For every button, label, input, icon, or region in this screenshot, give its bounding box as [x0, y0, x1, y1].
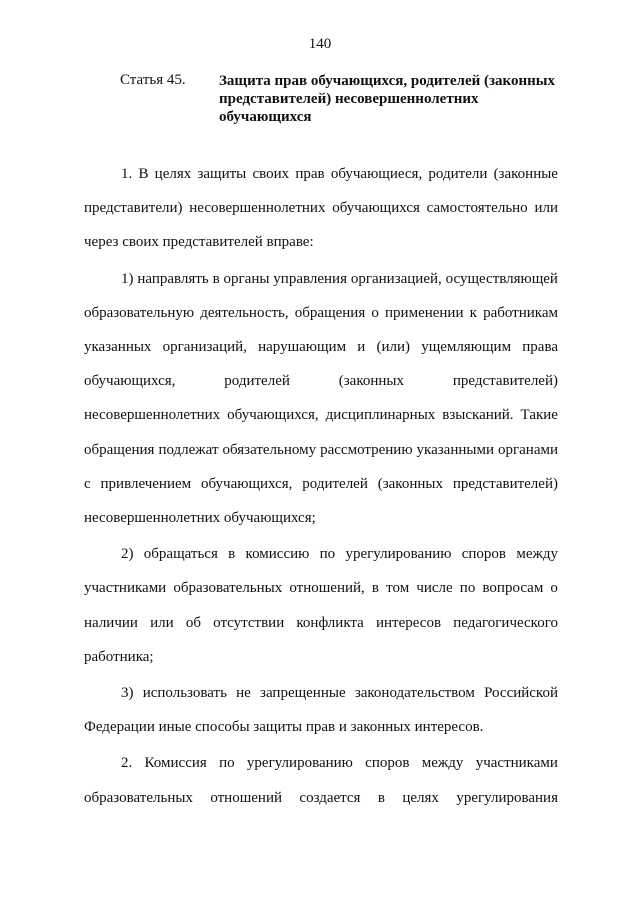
spread-text-line: [84, 781, 558, 815]
word: Такие: [520, 407, 558, 424]
word: образовательных: [173, 580, 283, 597]
word: обращения: [294, 304, 366, 321]
word: к: [469, 304, 477, 321]
text-line: [84, 157, 558, 191]
text-line: [84, 433, 558, 467]
word: (законных: [377, 475, 443, 492]
word: споров: [461, 546, 507, 563]
word: отсутствии: [213, 614, 285, 631]
word: между: [516, 546, 558, 563]
text-line: [84, 467, 558, 501]
word: родителей: [302, 475, 368, 492]
word: об: [185, 614, 201, 631]
word: в: [212, 270, 220, 287]
word: обращения: [84, 441, 155, 458]
word: нарушающим: [258, 339, 347, 356]
word: 3): [121, 685, 134, 702]
text-line: через своих представителей вправе:: [84, 234, 314, 251]
word: подлежат: [158, 441, 219, 458]
word: том: [386, 580, 410, 597]
word: (законные: [493, 166, 558, 182]
word: несовершеннолетних: [189, 200, 326, 217]
word: представителей): [452, 475, 558, 492]
page-number: 140: [308, 36, 332, 52]
word: организаций,: [162, 339, 247, 356]
word: участниками: [475, 755, 558, 772]
word: с: [84, 475, 91, 492]
word: урегулированию: [246, 755, 353, 772]
word: 2): [121, 546, 134, 563]
word: представители): [84, 200, 183, 217]
word: вопросам: [482, 580, 544, 597]
word: по: [459, 580, 476, 597]
word: управления: [273, 270, 347, 287]
word: обучающихся: [332, 200, 420, 217]
word: запрещенные: [260, 685, 346, 702]
word: в: [377, 789, 385, 806]
word: В: [138, 166, 149, 182]
word: привлечением: [100, 475, 192, 492]
text-line: Федерации иные способы защиты прав и законных интересов.: [84, 719, 484, 736]
word: указанными: [416, 441, 494, 458]
article-title-line: представителей) несовершеннолетних: [219, 91, 479, 107]
word: защиты: [197, 166, 247, 182]
word: 1.: [121, 166, 133, 182]
word: отношений: [210, 789, 283, 806]
spread-text-line: [84, 364, 558, 398]
text-line: [84, 262, 558, 296]
word: прав: [295, 166, 325, 182]
word: о: [371, 304, 379, 321]
text-line: [84, 296, 558, 330]
word: споров: [365, 755, 410, 772]
word: не: [236, 685, 251, 702]
word: числе: [416, 580, 453, 597]
word: дисциплинарных: [325, 407, 436, 424]
word: отношений,: [289, 580, 365, 597]
word: представителей): [452, 373, 558, 390]
word: по: [219, 755, 235, 772]
word: применении: [385, 304, 464, 321]
word: обучающихся,: [227, 407, 319, 424]
article-title: [219, 72, 569, 126]
text-line: [84, 330, 558, 364]
word: образовательную: [84, 304, 195, 321]
article-title-line: обучающихся: [219, 109, 312, 125]
article-title-line: Защита прав обучающихся, родителей (законных: [219, 73, 555, 89]
document-body: [84, 157, 558, 815]
word: обращаться: [143, 546, 218, 563]
word: или: [150, 614, 174, 631]
text-line: [84, 191, 558, 225]
word: осуществляющей: [445, 270, 558, 287]
text-line: несовершеннолетних обучающихся;: [84, 510, 316, 527]
word: целях: [154, 166, 192, 182]
word: 2.: [121, 755, 133, 772]
word: (законных: [338, 373, 404, 390]
text-line: [84, 537, 558, 571]
word: указанных: [84, 339, 152, 356]
article-label: Статья 45.: [120, 72, 186, 88]
word: образовательных: [84, 789, 193, 806]
word: в: [228, 546, 236, 563]
word: обучающихся,: [200, 475, 293, 492]
paragraph-2: [84, 746, 558, 814]
word: Комиссия: [144, 755, 207, 772]
text-line: [84, 398, 558, 432]
word: урегулированию: [345, 546, 452, 563]
list-item-2: [84, 537, 558, 674]
word: в: [371, 580, 380, 597]
word: организацией,: [350, 270, 442, 287]
word: по: [319, 546, 336, 563]
word: создается: [299, 789, 361, 806]
word: конфликта: [296, 614, 364, 631]
list-item-1: [84, 262, 558, 536]
word: самостоятельно: [426, 200, 528, 217]
word: несовершеннолетних: [84, 407, 221, 424]
word: родителей: [224, 373, 290, 390]
word: обязательному: [222, 441, 317, 458]
word: ущемляющим: [421, 339, 512, 356]
word: наличии: [84, 614, 138, 631]
word: и: [357, 339, 366, 356]
word: деятельность,: [200, 304, 289, 321]
list-item-3: [84, 676, 558, 744]
word: интересов: [375, 614, 442, 631]
word: работникам: [483, 304, 558, 321]
word: о: [550, 580, 558, 597]
word: Российской: [484, 685, 558, 702]
word: органы: [223, 270, 270, 287]
text-line: [84, 606, 558, 640]
word: между: [421, 755, 464, 772]
word: своих: [252, 166, 290, 182]
word: (или): [376, 339, 411, 356]
word: рассмотрению: [320, 441, 413, 458]
word: использовать: [142, 685, 227, 702]
word: законодательством: [354, 685, 475, 702]
word: 1): [121, 270, 134, 287]
word: комиссию: [245, 546, 310, 563]
word: педагогического: [453, 614, 558, 631]
word: участниками: [84, 580, 167, 597]
word: урегулирования: [456, 789, 558, 806]
word: родители: [428, 166, 488, 182]
word: права: [522, 339, 558, 356]
text-line: [84, 571, 558, 605]
text-line: [84, 746, 558, 780]
text-line: [84, 676, 558, 710]
text-line: работника;: [84, 648, 154, 665]
word: органами: [497, 441, 558, 458]
word: направлять: [137, 270, 209, 287]
paragraph-1: [84, 157, 558, 260]
word: обучающихся,: [84, 373, 176, 390]
word: взысканий.: [442, 407, 514, 424]
word: целях: [402, 789, 439, 806]
word: обучающиеся,: [330, 166, 423, 182]
word: или: [534, 200, 558, 217]
